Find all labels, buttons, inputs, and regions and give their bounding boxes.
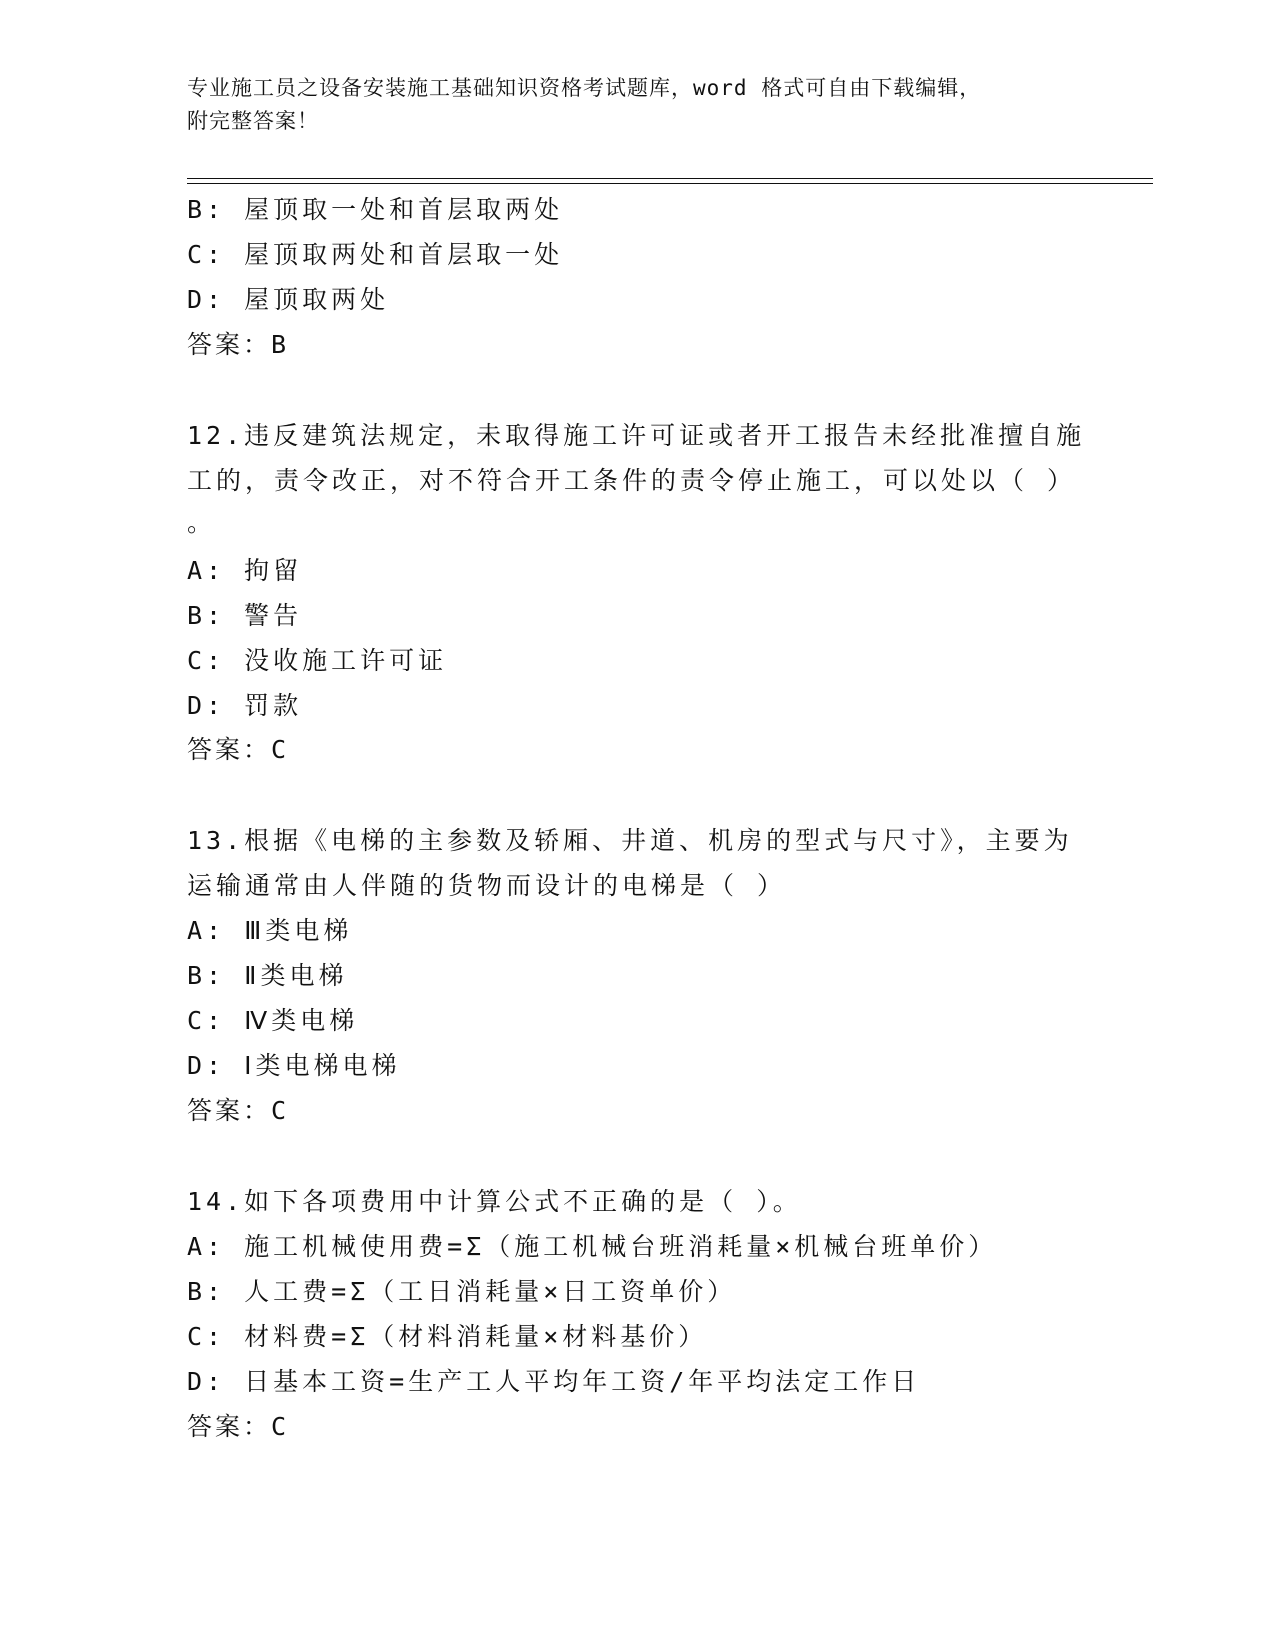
q12-stem-line-1: 12.违反建筑法规定，未取得施工许可证或者开工报告未经批准擅自施 (187, 421, 1086, 450)
q12-answer: 答案：C (187, 735, 290, 764)
q11-option-c: C: 屋顶取两处和首层取一处 (187, 240, 564, 269)
q14-option-c: C: 材料费=Σ（材料消耗量×材料基价） (187, 1322, 708, 1351)
q13-option-d: D: Ⅰ类电梯电梯 (187, 1051, 401, 1080)
q13-option-c: C: Ⅳ类电梯 (187, 1006, 359, 1035)
q13-option-b: B: Ⅱ类电梯 (187, 961, 348, 990)
q13-stem-line-1: 13.根据《电梯的主参数及轿厢、井道、机房的型式与尺寸》，主要为 (187, 826, 1073, 855)
q12-option-c: C: 没收施工许可证 (187, 646, 448, 675)
q14-option-a: A: 施工机械使用费=Σ（施工机械台班消耗量×机械台班单价） (187, 1232, 998, 1261)
q13-answer: 答案：C (187, 1096, 290, 1125)
header-line-2: 附完整答案！ (187, 109, 319, 133)
q12-option-b: B: 警告 (187, 601, 303, 630)
q14-option-b: B: 人工费=Σ（工日消耗量×日工资单价） (187, 1277, 737, 1306)
q14-answer: 答案：C (187, 1412, 290, 1441)
q14-option-d: D: 日基本工资=生产工人平均年工资/年平均法定工作日 (187, 1367, 921, 1396)
q11-option-d: D: 屋顶取两处 (187, 285, 390, 314)
q13-stem-line-2: 运输通常由人伴随的货物而设计的电梯是（ ） (187, 871, 787, 900)
q12-stem-line-3: 。 (187, 508, 217, 537)
header-line-1: 专业施工员之设备安装施工基础知识资格考试题库，word 格式可自由下载编辑， (187, 76, 982, 100)
q11-option-b: B: 屋顶取一处和首层取两处 (187, 195, 564, 224)
q11-answer: 答案：B (187, 330, 290, 359)
q12-option-d: D: 罚款 (187, 691, 303, 720)
header-rule-top (187, 178, 1153, 179)
document-header (187, 72, 1067, 138)
q12-stem-line-2: 工的，责令改正，对不符合开工条件的责令停止施工，可以处以（ ） (187, 466, 1077, 495)
q12-option-a: A: 拘留 (187, 556, 303, 585)
header-rule-bottom (187, 183, 1153, 184)
q13-option-a: A: Ⅲ类电梯 (187, 916, 353, 945)
q14-stem-line-1: 14.如下各项费用中计算公式不正确的是（ ）。 (187, 1187, 802, 1216)
